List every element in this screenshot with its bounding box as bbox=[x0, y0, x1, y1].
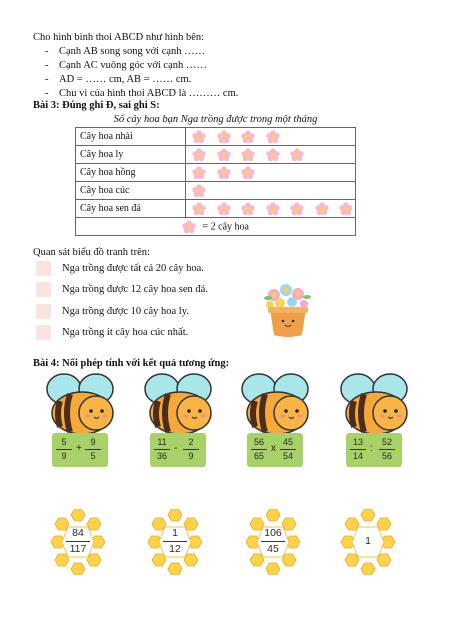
intro-text: Cho hình bình thoi ABCD như hình bên: bbox=[33, 32, 205, 43]
flower-icon bbox=[217, 166, 231, 180]
result-honeycomb[interactable] bbox=[338, 509, 398, 575]
numerator: 45 bbox=[282, 437, 293, 447]
bee-card[interactable] bbox=[140, 371, 224, 467]
fraction bbox=[261, 527, 285, 556]
flower-icon bbox=[217, 130, 231, 144]
row-label: Cây hoa ly bbox=[76, 146, 186, 164]
calculation-box bbox=[247, 433, 303, 467]
bullet-text: Cạnh AC vuông góc với cạnh …… bbox=[59, 60, 207, 71]
pictograph-row bbox=[76, 200, 356, 218]
statement-3: Nga trồng được 10 cây hoa ly. bbox=[62, 306, 189, 317]
row-icons bbox=[186, 200, 356, 218]
row-label: Cây hoa sen đá bbox=[76, 200, 186, 218]
statement-1: Nga trồng được tất cả 20 cây hoa. bbox=[62, 263, 204, 274]
flower-icon bbox=[241, 148, 255, 162]
flower-icon bbox=[339, 202, 353, 216]
row-label: Cây hoa nhài bbox=[76, 128, 186, 146]
fraction bbox=[154, 437, 170, 462]
fraction-bar bbox=[183, 449, 199, 450]
fraction bbox=[56, 437, 72, 462]
flower-icon bbox=[192, 202, 206, 216]
numerator: 52 bbox=[381, 437, 392, 447]
flower-icon bbox=[266, 130, 280, 144]
fraction bbox=[350, 437, 366, 462]
fraction bbox=[379, 437, 395, 462]
bee-icon bbox=[336, 371, 420, 435]
fraction-bar bbox=[261, 541, 285, 542]
flower-icon bbox=[266, 202, 280, 216]
bullet-text: AD = …… cm, AB = …… cm. bbox=[59, 74, 192, 85]
ex3-title: Bài 3: Đúng ghi Đ, sai ghi S: bbox=[33, 100, 160, 111]
operator: - bbox=[174, 443, 178, 454]
flower-icon bbox=[192, 130, 206, 144]
row-icons bbox=[186, 164, 356, 182]
bee-icon bbox=[140, 371, 224, 435]
flower-icon bbox=[192, 148, 206, 162]
denominator: 65 bbox=[253, 451, 264, 461]
calculation-box bbox=[52, 433, 108, 467]
fraction-bar bbox=[154, 449, 170, 450]
denominator: 36 bbox=[156, 451, 167, 461]
fraction bbox=[183, 437, 199, 462]
numerator: 56 bbox=[253, 437, 264, 447]
fraction-bar bbox=[56, 449, 72, 450]
flower-icon bbox=[241, 202, 255, 216]
result-honeycomb[interactable] bbox=[243, 509, 303, 575]
flower-icon bbox=[217, 148, 231, 162]
flower-pot-illustration bbox=[262, 283, 314, 339]
row-icons bbox=[186, 182, 356, 200]
numerator: 5 bbox=[61, 437, 67, 447]
answer-box-3[interactable] bbox=[36, 304, 51, 319]
flower-icon bbox=[217, 202, 231, 216]
pictograph-row bbox=[76, 128, 356, 146]
answer-box-1[interactable] bbox=[36, 261, 51, 276]
numerator: 106 bbox=[264, 527, 282, 539]
pictograph-title: Số cây hoa bạn Nga trồng được trong một tháng bbox=[113, 114, 318, 125]
operator: + bbox=[76, 443, 82, 454]
row-icons bbox=[186, 146, 356, 164]
numerator: 11 bbox=[157, 437, 167, 447]
flower-icon bbox=[241, 130, 255, 144]
bee-card[interactable] bbox=[336, 371, 420, 467]
pictograph-table bbox=[75, 127, 356, 236]
flower-icon bbox=[241, 166, 255, 180]
fraction-bar bbox=[85, 449, 101, 450]
denominator: 45 bbox=[267, 543, 279, 555]
numerator: 84 bbox=[72, 527, 84, 539]
numerator: 1 bbox=[172, 527, 178, 539]
fraction bbox=[163, 527, 187, 556]
flower-icon bbox=[266, 148, 280, 162]
fraction-bar bbox=[251, 449, 267, 450]
statement-2: Nga trồng được 12 cây hoa sen đá. bbox=[62, 284, 208, 295]
row-icons bbox=[186, 128, 356, 146]
flower-icon bbox=[192, 184, 206, 198]
pictograph-row bbox=[76, 164, 356, 182]
bee-card[interactable] bbox=[237, 371, 321, 467]
fraction bbox=[66, 527, 90, 556]
denominator: 14 bbox=[352, 451, 363, 461]
denominator: 12 bbox=[169, 543, 181, 555]
pictograph-row bbox=[76, 182, 356, 200]
fraction-bar bbox=[66, 541, 90, 542]
fraction bbox=[251, 437, 267, 462]
fraction bbox=[280, 437, 296, 462]
bullet-dash: - bbox=[45, 88, 49, 99]
operator: : bbox=[370, 443, 373, 454]
bee-icon bbox=[237, 371, 321, 435]
fraction-bar bbox=[163, 541, 187, 542]
result-honeycomb[interactable] bbox=[145, 509, 205, 575]
calculation-box bbox=[150, 433, 206, 467]
denominator: 5 bbox=[90, 451, 96, 461]
bee-icon bbox=[42, 371, 126, 435]
legend-cell bbox=[76, 218, 356, 236]
row-label: Cây hoa hồng bbox=[76, 164, 186, 182]
fraction-bar bbox=[350, 449, 366, 450]
denominator: 54 bbox=[282, 451, 293, 461]
answer-box-4[interactable] bbox=[36, 325, 51, 340]
bullet-dash: - bbox=[45, 60, 49, 71]
legend-row bbox=[76, 218, 356, 236]
ex4-title: Bài 4: Nối phép tính với kết quả tương ứng: bbox=[33, 358, 230, 369]
row-label: Cây hoa cúc bbox=[76, 182, 186, 200]
bee-card[interactable] bbox=[42, 371, 126, 467]
bullet-dash: - bbox=[45, 74, 49, 85]
denominator: 9 bbox=[61, 451, 67, 461]
flower-icon bbox=[182, 220, 196, 234]
denominator: 56 bbox=[381, 451, 392, 461]
numerator: 13 bbox=[352, 437, 363, 447]
fraction-bar bbox=[280, 449, 296, 450]
denominator: 9 bbox=[188, 451, 194, 461]
bullet-dash: - bbox=[45, 46, 49, 57]
flower-icon bbox=[192, 166, 206, 180]
operator: x bbox=[271, 443, 276, 454]
denominator: 117 bbox=[69, 543, 87, 555]
flower-icon bbox=[290, 148, 304, 162]
numerator: 2 bbox=[188, 437, 194, 447]
bullet-text: Cạnh AB song song với cạnh …… bbox=[59, 46, 206, 57]
legend-text: = 2 cây hoa bbox=[202, 220, 249, 232]
answer-box-2[interactable] bbox=[36, 282, 51, 297]
flower-icon bbox=[315, 202, 329, 216]
numerator: 9 bbox=[90, 437, 96, 447]
fraction bbox=[85, 437, 101, 462]
pictograph-row bbox=[76, 146, 356, 164]
whole-number: 1 bbox=[365, 535, 371, 547]
bullet-text: Chu vi của hình thoi ABCD là ……… cm. bbox=[59, 88, 239, 99]
flowers-icon bbox=[264, 284, 311, 309]
fraction-bar bbox=[379, 449, 395, 450]
statement-4: Nga trồng ít cây hoa cúc nhất. bbox=[62, 327, 189, 338]
result-honeycomb[interactable] bbox=[48, 509, 108, 575]
flower-icon bbox=[290, 202, 304, 216]
calculation-box bbox=[346, 433, 402, 467]
observe-text: Quan sát biểu đồ tranh trên: bbox=[33, 247, 150, 258]
